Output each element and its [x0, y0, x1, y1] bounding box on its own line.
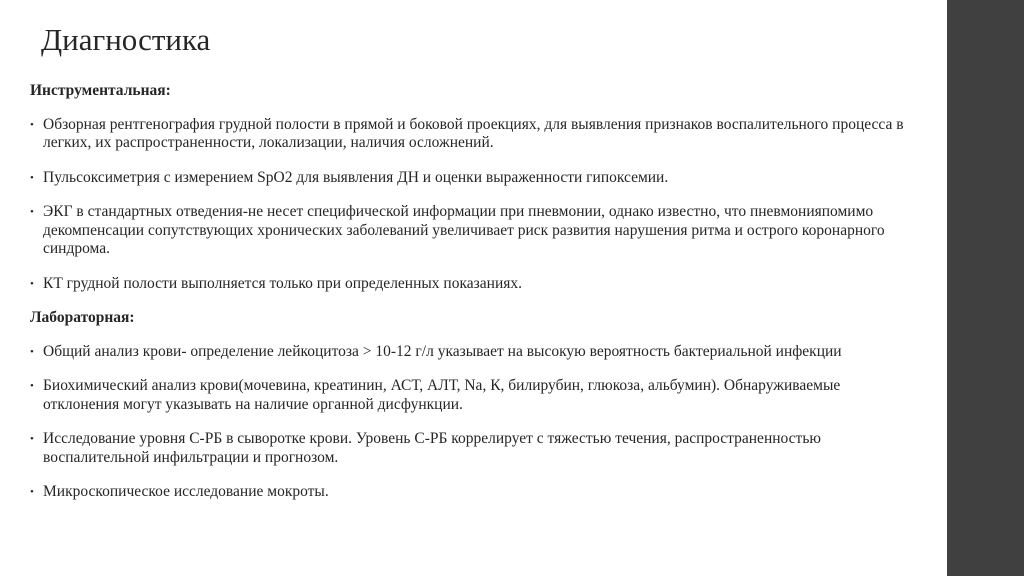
bullet-icon: •	[30, 486, 34, 498]
list-item	[30, 483, 915, 502]
bullet-icon: •	[30, 345, 34, 358]
bullet-icon: •	[30, 277, 34, 290]
slide-title: Диагностика	[41, 22, 211, 57]
list-item	[30, 116, 915, 153]
list-item-text: КТ грудной полости выполняется только при определенных показаниях.	[43, 274, 523, 292]
list-item	[30, 169, 915, 188]
list-item-text: Обзорная рентгенография грудной полости в прямой и боковой проекциях, для выявления признаков воспалительного процесса в легких, их распространенности, локализации, наличия осложнений.	[43, 115, 904, 151]
list-item-text: Исследование уровня С-РБ в сыворотке крови. Уровень С-РБ коррелирует с тяжестью течения, распространенностью воспалительной инфильтрации и прогнозом.	[43, 430, 821, 466]
instrumental-list	[30, 116, 915, 294]
list-item-text: Микроскопическое исследование мокроты.	[43, 483, 329, 500]
list-item-text: Биохимический анализ крови(мочевина, креатинин, АСТ, АЛТ, Na, К, билирубин, глюкоза, альбумин). Обнаруживаемые отклонения могут указывать на наличие органной дисфункции.	[43, 377, 841, 413]
slide-content	[30, 82, 915, 502]
list-item	[30, 430, 915, 467]
list-item-text: Общий анализ крови- определение лейкоцитоза > 10-12 г/л указывает на высокую вероятность бактериальной инфекции	[43, 342, 842, 360]
list-item	[30, 377, 915, 414]
list-item	[30, 275, 915, 294]
bullet-icon: •	[30, 118, 34, 131]
bullet-icon: •	[30, 380, 34, 392]
side-bar	[947, 0, 1024, 576]
list-item	[30, 203, 915, 259]
laboratory-list	[30, 343, 915, 502]
bullet-icon: •	[30, 171, 34, 184]
instrumental-heading: Инструментальная:	[30, 82, 171, 99]
list-item-text: Пульсоксиметрия с измерением SpO2 для выявления ДН и оценки выраженности гипоксемии.	[43, 168, 669, 186]
bullet-icon: •	[30, 206, 34, 218]
list-item-text: ЭКГ в стандартных отведения-не несет специфической информации при пневмонии, однако известно, что пневмонияпомимо декомпенсации сопутствующих хронических заболеваний увеличивает риск развития нарушения ритма и острого коронарного синдрома.	[43, 203, 885, 257]
laboratory-heading: Лабораторная:	[30, 309, 135, 326]
bullet-icon: •	[30, 433, 34, 445]
list-item	[30, 343, 915, 362]
